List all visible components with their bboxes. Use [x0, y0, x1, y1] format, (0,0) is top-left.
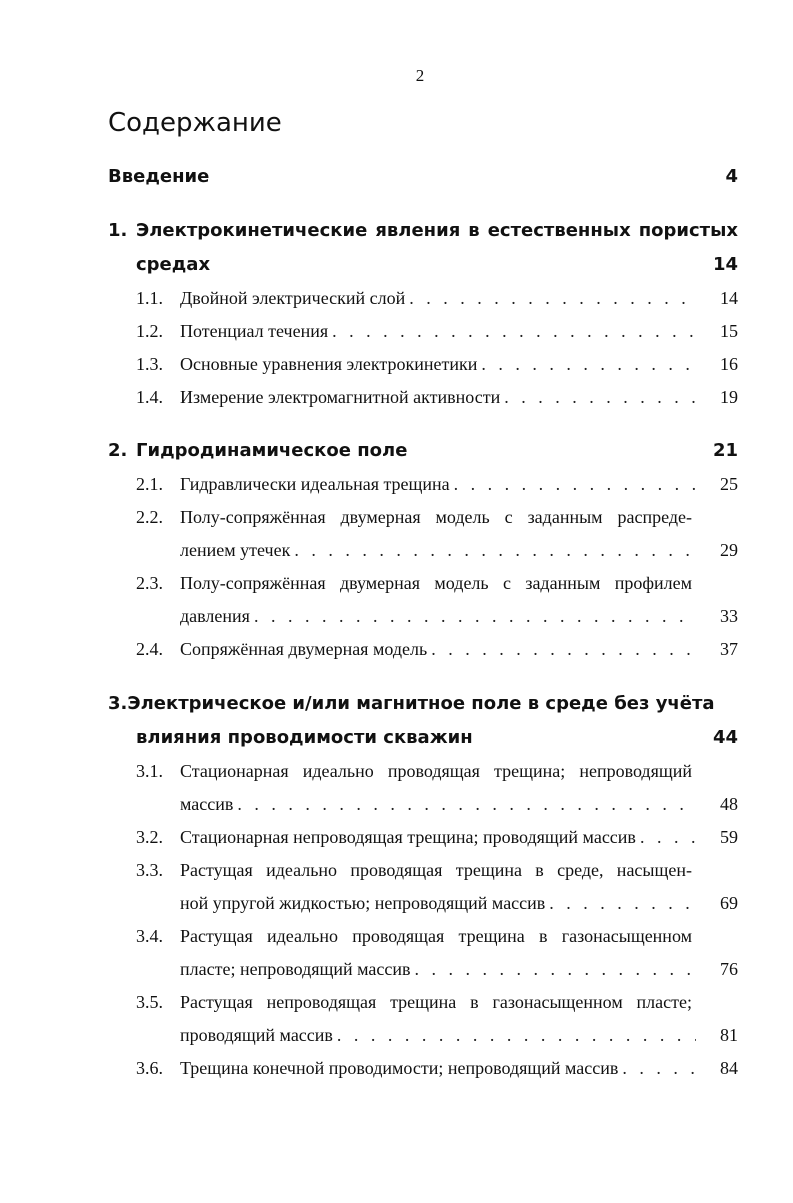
section-page: 69 — [720, 893, 738, 913]
section-title-line1: Полу-сопряжённая двумерная модель с заданным распреде- — [180, 507, 692, 527]
section-page: 19 — [720, 387, 738, 407]
chapter-3-title-line2: влияния проводимости скважин — [136, 727, 473, 748]
toc-section-3-1[interactable] — [136, 761, 692, 782]
dot-leader — [622, 1058, 696, 1079]
dot-leader — [640, 827, 696, 848]
section-page: 81 — [720, 1025, 738, 1045]
toc-section-1-1[interactable] — [136, 288, 738, 309]
dot-leader — [454, 474, 696, 495]
toc-section-2-3[interactable] — [136, 573, 692, 594]
section-title-line1: Полу-сопряжённая двумерная модель с заданным профилем — [180, 573, 692, 593]
toc-chapter-2[interactable] — [108, 440, 738, 461]
section-number: 3.3. — [136, 860, 163, 880]
section-number: 3.5. — [136, 992, 163, 1012]
chapter-2-title: Гидродинамическое поле — [136, 440, 408, 461]
toc-section-1-4[interactable] — [136, 387, 738, 408]
chapter-1-page: 14 — [712, 254, 738, 275]
toc-section-3-2[interactable] — [136, 827, 738, 848]
section-number: 1.1. — [136, 288, 163, 308]
section-number: 3.4. — [136, 926, 163, 946]
section-number: 3.6. — [136, 1058, 163, 1078]
toc-title: Содержание — [108, 108, 282, 138]
section-page: 76 — [720, 959, 738, 979]
section-title-line2: проводящий массив — [180, 1025, 333, 1045]
section-title: Двойной электрический слой — [180, 288, 406, 308]
dot-leader — [431, 639, 696, 660]
chapter-3-title-line1: Электрическое и/или магнитное поле в среде без учёта — [127, 693, 715, 714]
chapter-1-title-line2: средах — [136, 254, 211, 275]
section-page: 29 — [720, 540, 738, 560]
intro-page: 4 — [725, 166, 738, 187]
section-number: 3.2. — [136, 827, 163, 847]
section-number: 1.2. — [136, 321, 163, 341]
page-number: 2 — [415, 66, 425, 85]
section-number: 3.1. — [136, 761, 163, 781]
section-title-line2: давления — [180, 606, 250, 626]
chapter-3-number: 3. — [108, 693, 128, 714]
toc-section-1-3[interactable] — [136, 354, 738, 375]
section-page: 59 — [720, 827, 738, 847]
section-page: 48 — [720, 794, 738, 814]
section-title-line1: Стационарная идеально проводящая трещина; непроводящий — [180, 761, 692, 781]
section-title: Трещина конечной проводимости; непроводящий массив — [180, 1058, 619, 1078]
section-title-line1: Растущая непроводящая трещина в газонасыщенном пласте; — [180, 992, 692, 1012]
dot-leader — [254, 606, 696, 627]
toc-chapter-3[interactable] — [108, 693, 715, 714]
toc-section-2-1[interactable] — [136, 474, 738, 495]
section-number: 1.4. — [136, 387, 163, 407]
toc-chapter-1-cont[interactable] — [136, 254, 738, 275]
section-number: 2.3. — [136, 573, 163, 593]
toc-section-3-3[interactable] — [136, 860, 692, 881]
section-title-line2: массив — [180, 794, 234, 814]
section-title-line2: ной упругой жидкостью; непроводящий массив — [180, 893, 546, 913]
toc-section-3-3-cont[interactable] — [180, 893, 738, 914]
section-title: Измерение электромагнитной активности — [180, 387, 501, 407]
section-title: Гидравлически идеальная трещина — [180, 474, 450, 494]
dot-leader — [409, 288, 696, 309]
toc-section-3-6[interactable] — [136, 1058, 738, 1079]
section-title: Потенциал течения — [180, 321, 329, 341]
section-page: 33 — [720, 606, 738, 626]
toc-section-2-4[interactable] — [136, 639, 738, 660]
section-title-line1: Растущая идеально проводящая трещина в газонасыщенном — [180, 926, 692, 946]
dot-leader — [337, 1025, 696, 1046]
dot-leader — [481, 354, 696, 375]
section-page: 25 — [720, 474, 738, 494]
chapter-1-title-line1: Электрокинетические явления в естественных пористых — [136, 220, 738, 241]
section-title-line1: Растущая идеально проводящая трещина в среде, насыщен- — [180, 860, 692, 880]
section-page: 14 — [720, 288, 738, 308]
toc-intro[interactable] — [108, 166, 738, 187]
chapter-3-page: 44 — [712, 727, 738, 748]
dot-leader — [504, 387, 696, 408]
toc-section-1-2[interactable] — [136, 321, 738, 342]
dot-leader — [237, 794, 696, 815]
dot-leader — [549, 893, 696, 914]
section-title: Основные уравнения электрокинетики — [180, 354, 478, 374]
chapter-2-number: 2. — [108, 440, 128, 461]
toc-chapter-1[interactable] — [108, 220, 738, 241]
section-number: 2.4. — [136, 639, 163, 659]
dot-leader — [294, 540, 696, 561]
toc-section-3-4[interactable] — [136, 926, 692, 947]
toc-section-3-4-cont[interactable] — [180, 959, 738, 980]
section-page: 15 — [720, 321, 738, 341]
toc-section-2-3-cont[interactable] — [180, 606, 738, 627]
toc-section-3-1-cont[interactable] — [180, 794, 738, 815]
section-page: 84 — [720, 1058, 738, 1078]
section-title: Стационарная непроводящая трещина; проводящий массив — [180, 827, 636, 847]
toc-section-2-2-cont[interactable] — [180, 540, 738, 561]
toc-section-3-5-cont[interactable] — [180, 1025, 738, 1046]
section-number: 2.1. — [136, 474, 163, 494]
dot-leader — [332, 321, 696, 342]
toc-section-3-5[interactable] — [136, 992, 692, 1013]
section-page: 37 — [720, 639, 738, 659]
section-title-line2: лением утечек — [180, 540, 291, 560]
toc-section-2-2[interactable] — [136, 507, 692, 528]
section-number: 2.2. — [136, 507, 163, 527]
chapter-2-page: 21 — [712, 440, 738, 461]
intro-label: Введение — [108, 166, 210, 187]
section-page: 16 — [720, 354, 738, 374]
chapter-1-number: 1. — [108, 220, 128, 241]
section-title-line2: пласте; непроводящий массив — [180, 959, 411, 979]
section-number: 1.3. — [136, 354, 163, 374]
section-title: Сопряжённая двумерная модель — [180, 639, 428, 659]
toc-chapter-3-cont[interactable] — [136, 727, 738, 748]
dot-leader — [415, 959, 697, 980]
